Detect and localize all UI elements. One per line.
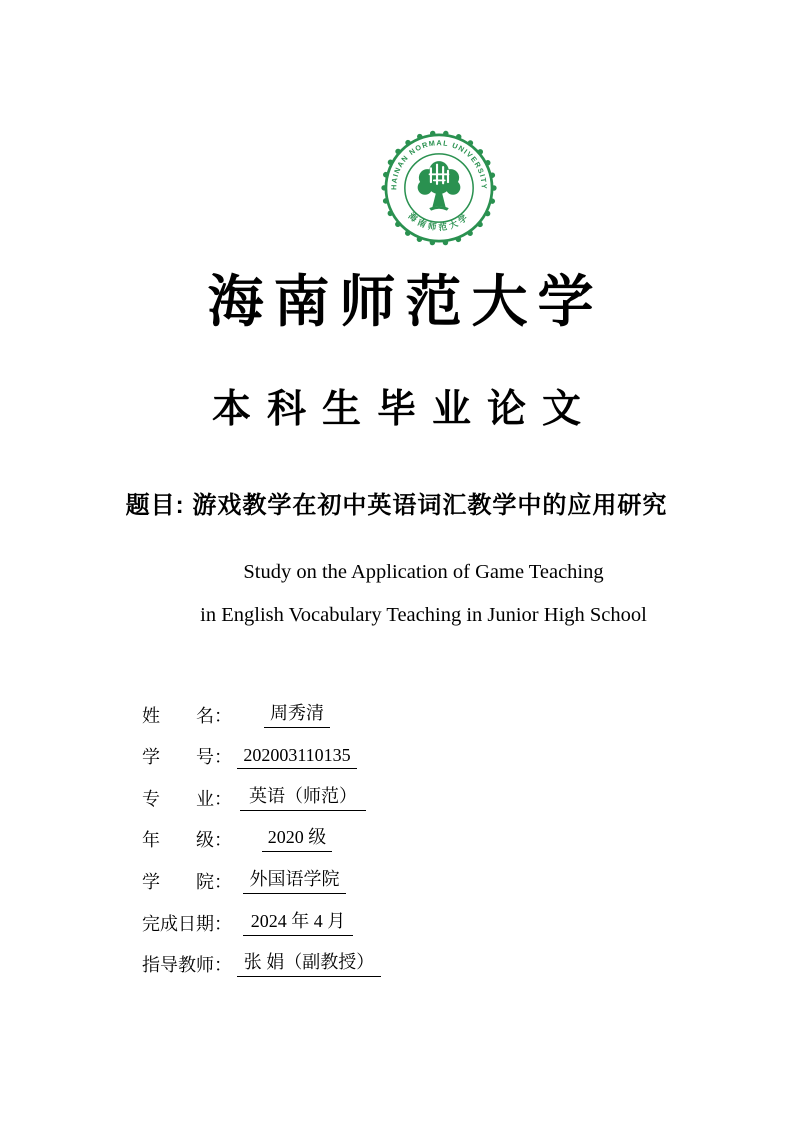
field-row-college: [142, 858, 562, 900]
seal-tree-emblem: [418, 161, 461, 210]
field-value-advisor: 张 娟（副教授）: [237, 948, 381, 977]
field-row-student-id: [142, 734, 562, 776]
field-row-grade: [142, 817, 562, 859]
field-label-major: 专 业：: [142, 788, 232, 809]
field-value-completion-date: 2024 年 4 月: [243, 907, 353, 936]
field-row-major: [142, 775, 562, 817]
seal-english-text: HAINAN NORMAL UNIVERSITY: [389, 138, 489, 191]
field-value-college: 外国语学院: [243, 865, 346, 894]
field-value-name: 周秀清: [264, 699, 330, 728]
university-seal: [378, 127, 500, 249]
thesis-title-en-line1: Study on the Application of Game Teaching: [243, 561, 604, 583]
document-type-title: 本科生毕业论文: [211, 388, 597, 431]
field-label-name: 姓 名：: [142, 705, 232, 726]
field-label-advisor: 指导教师：: [142, 955, 232, 976]
thesis-title-en-line2: in English Vocabulary Teaching in Junior High School: [200, 604, 647, 626]
field-value-major: 英语（师范）: [240, 782, 366, 811]
field-row-advisor: [142, 942, 562, 984]
field-value-student-id: 202003110135: [237, 745, 357, 769]
field-row-completion-date: [142, 900, 562, 942]
field-label-completion-date: 完成日期：: [142, 913, 232, 934]
thesis-title-cn: 题目: 游戏教学在初中英语词汇教学中的应用研究: [125, 492, 668, 519]
field-value-grade: 2020 级: [262, 823, 332, 852]
thesis-title-en: [27, 551, 793, 637]
field-label-college: 学 院：: [142, 871, 232, 892]
field-label-grade: 年 级：: [142, 830, 232, 851]
field-row-name: [142, 692, 562, 734]
info-fields: [142, 692, 562, 983]
seal-chinese-text: 海南师范大学: [406, 210, 472, 233]
field-label-student-id: 学 号：: [142, 747, 232, 768]
university-name-calligraphy: 海南师范大学: [207, 269, 604, 335]
university-seal-emblem: [378, 127, 500, 249]
